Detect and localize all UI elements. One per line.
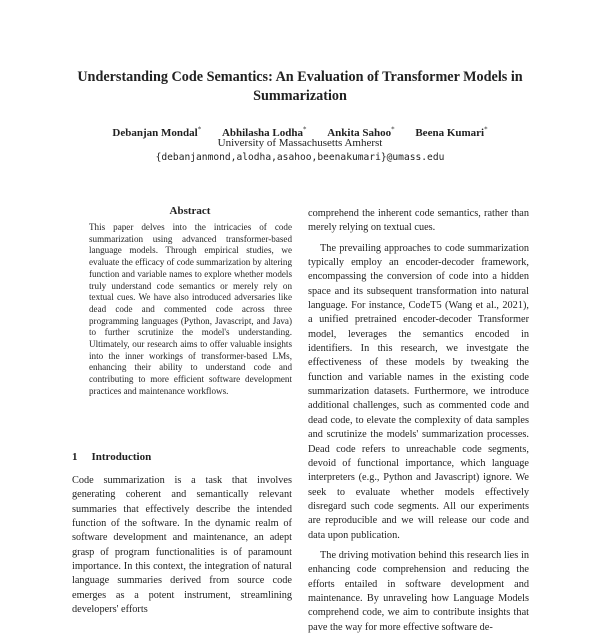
author-affiliation: University of Massachusetts Amherst [217,137,383,149]
abstract-heading: Abstract [169,205,211,217]
paper-title: Understanding Code Semantics: An Evaluation of Transformer Models in Summarization [77,69,523,104]
author-mark: * [302,125,307,133]
section-number: 1 [72,451,78,463]
body-paragraph: The prevailing approaches to code summarization typically employ an encoder-decoder framework, encompassing the conversion of code into a hidden space and its subsequent transformation into natural language. For instance, CodeT5 (Wang et al., 2021), a unified pretrained encoder-decoder Transformer model, leverages the semantics encoded in identifiers. In this research, we investgate the effectiveness of these models by tweaking the function and variable names in the existing code summarization datasets. Furthermore, we introduce additional challenges, such as commented code and dead code, to elevate the complexity of data samples and scrutinize the models' summarization processes. Dead code refers to unreachable code segments, devoid of functional importance, which language interpreters (e.g., Python and Javascript) ignore. We seek to evaluate whether models effectively disregard such code segments. All our experiments are reproducible and we will release our code and data upon publication. [308,242,529,541]
author-name: Beena Kumari [415,126,485,139]
author-name: Debanjan Mondal [112,126,198,139]
body-paragraph: comprehend the inherent code semantics, rather than merely relying on textual cues. [308,208,529,234]
abstract-text: This paper delves into the intricacies of code summarization using advanced transformer-based language models. Through empirical studies, we evaluate the efficacy of code summarization by altering function and variable names to explore whether models truly understand code semantics or merely rely on textual cues. We have also introduced adversaries like dead code and commented code across three programming languages (Python, Javascript, and Java) to further scrutinize the model's understanding. Ultimately, our research aims to offer valuable insights into the inner workings of transformer-based LMs, enhancing their ability to understand code and contributing to more efficient software development practices and maintenance workflows. [89,222,292,396]
author-name: Abhilasha Lodha [221,126,303,139]
intro-paragraph: Code summarization is a task that involves generating coherent and semantically relevant summaries that effectively describe the intended function of the software. In the dynamic realm of software development and maintenance, an adept grasp of program functionalities is of paramount importance. In this context, the integration of natural language summaries derived from source code emerges as a potent instrument, streamlining developers' efforts [72,475,292,616]
author-mark: * [391,125,395,133]
author-mark: * [484,125,488,133]
section-heading [72,451,292,463]
right-column [308,207,529,635]
author-name: Ankita Sahoo [327,126,392,139]
section-title: Introduction [91,451,152,463]
author-mark: * [197,125,202,133]
body-paragraph: The driving motivation behind this research lies in enhancing code comprehension and reducing the efforts entailed in software development and maintenance. By unraveling how Language Models comprehend code, we aim to contribute insights that pave the way for more effective software de- [308,549,529,633]
author-emails: {debanjanmond,alodha,asahoo,beenakumari}@umass.edu [155,152,445,163]
